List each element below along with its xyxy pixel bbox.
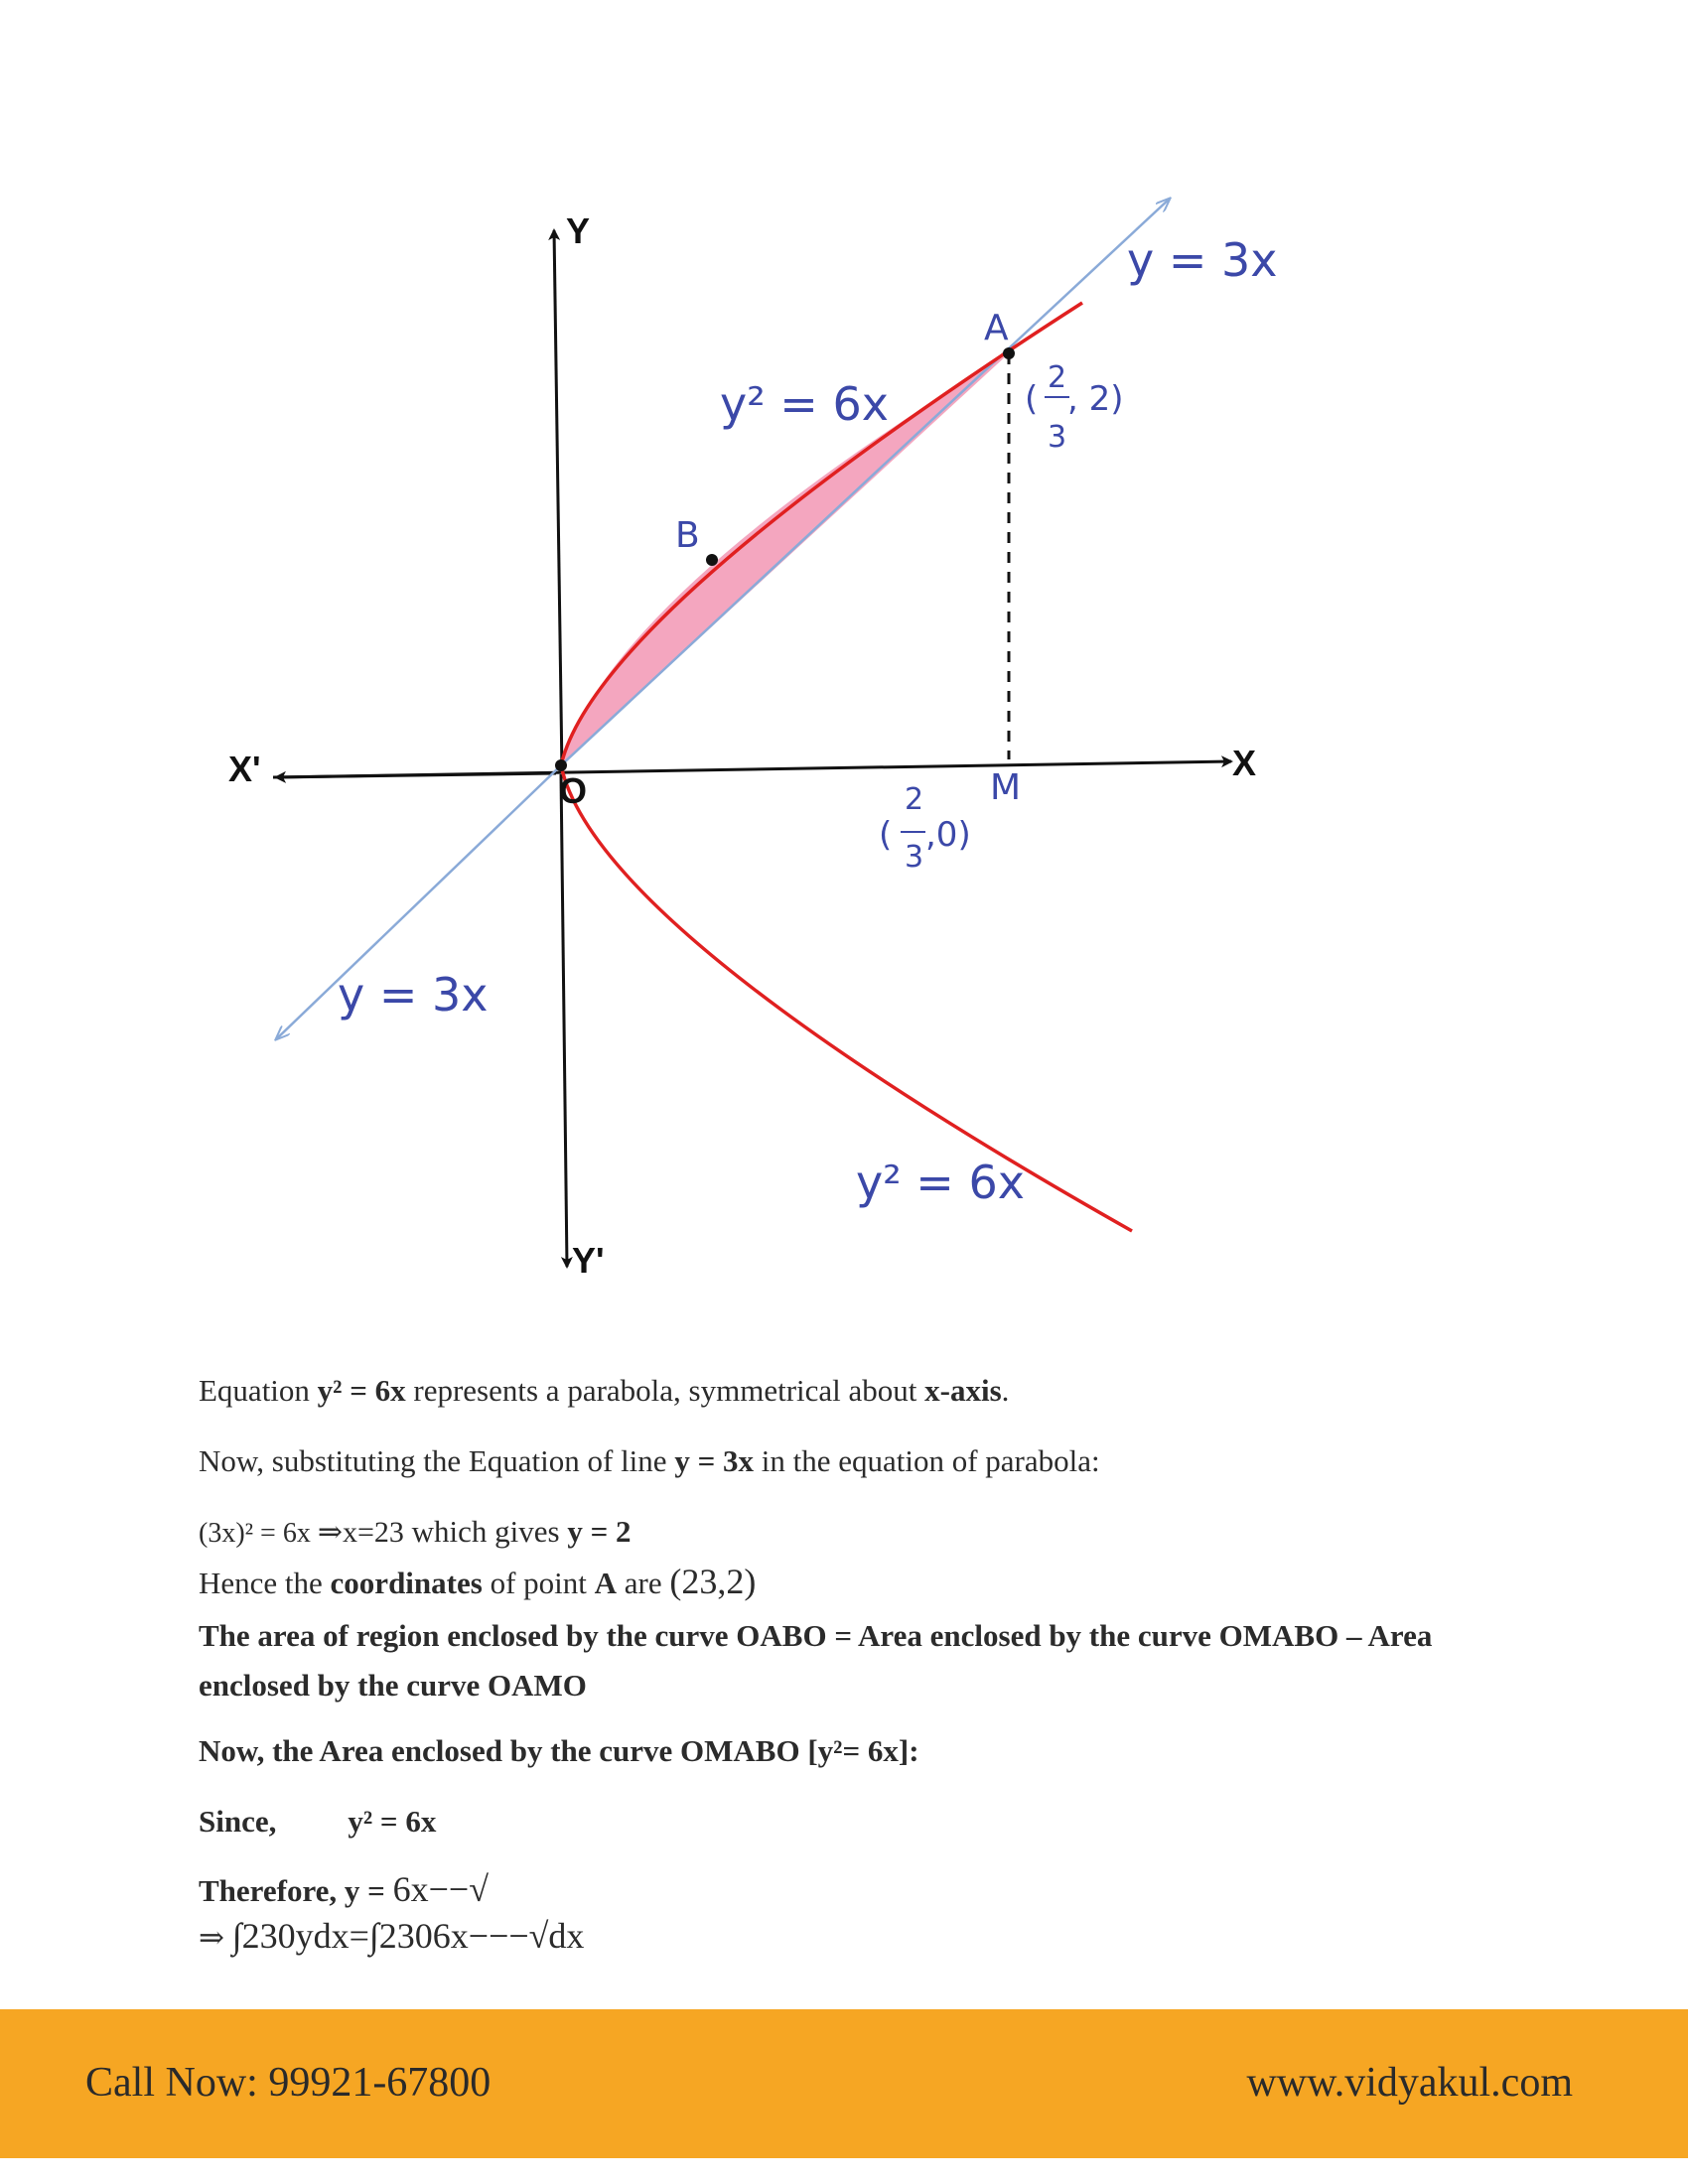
call-now-text[interactable]: Call Now: 99921-67800 (85, 2060, 492, 2106)
p3-d: y = 2 (567, 1514, 632, 1549)
p4-b: coordinates (330, 1566, 483, 1600)
label-b: B (675, 515, 700, 556)
p3-c: which gives (403, 1514, 568, 1549)
label-y-neg: Y' (572, 1240, 605, 1281)
p4-f: (23,2) (669, 1562, 757, 1601)
x-axis-negative (276, 773, 556, 777)
coords-a-den: 3 (1048, 420, 1067, 455)
p1-a: Equation (199, 1373, 318, 1408)
p3-a: (3x)² = 6x (199, 1518, 318, 1549)
coords-m-num: 2 (905, 782, 924, 817)
p4-d: A (594, 1566, 618, 1600)
label-x-neg: X' (228, 749, 261, 789)
p1-c: represents a parabola, symmetrical about (405, 1373, 925, 1408)
coords-a-open: ( (1025, 379, 1039, 419)
label-m: M (990, 767, 1022, 808)
line-y-3x (561, 199, 1170, 765)
p7-b: y² = 6x (348, 1804, 437, 1839)
p2-a: Now, substituting the Equation of line (199, 1443, 675, 1478)
coords-m-open: ( (879, 815, 893, 855)
parabola-lower-branch (561, 765, 1132, 1231)
p6: Now, the Area enclosed by the curve OMABO [y²= 6x]: (199, 1733, 919, 1768)
paragraph-therefore (199, 1869, 1509, 1911)
p9-b: ∫230ydx=∫2306x−−−√dx (231, 1916, 585, 1956)
p7-a: Since, (199, 1804, 277, 1839)
label-a: A (984, 308, 1009, 348)
p3-b: ⇒x=23 (317, 1516, 404, 1549)
label-parabola-upper: y² = 6x (720, 377, 889, 431)
paragraph-integral (199, 1916, 1509, 1958)
coords-m (879, 782, 971, 875)
coords-m-rest: ,0) (925, 815, 971, 855)
label-o: O (559, 770, 588, 811)
p1-axis: x-axis (924, 1373, 1002, 1408)
y-axis (554, 230, 562, 772)
p5: The area of region enclosed by the curve OABO = Area enclosed by the curve OMABO – Area enclosed by the curve OAMO (199, 1618, 1433, 1703)
point-a (1003, 347, 1015, 359)
p2-c: in the equation of parabola: (753, 1443, 1100, 1478)
p1-e: . (1001, 1373, 1010, 1408)
paragraph-since (199, 1802, 1509, 1842)
coords-a-num: 2 (1048, 360, 1067, 395)
p9-a: ⇒ (199, 1920, 232, 1955)
p8-b: 6x−−√ (392, 1869, 489, 1909)
p4-a: Hence the (199, 1566, 331, 1600)
p1-eq: y² = 6x (317, 1373, 406, 1408)
website-link[interactable]: www.vidyakul.com (1246, 2060, 1573, 2106)
p4-c: of point (482, 1566, 595, 1600)
label-x: X (1232, 743, 1257, 783)
paragraph-solve (199, 1512, 1509, 1554)
coords-a (1025, 360, 1124, 455)
point-b (706, 554, 718, 566)
paragraph-omabo (199, 1731, 1509, 1771)
coords-a-rest: , 2) (1067, 379, 1124, 419)
p2-eq: y = 3x (674, 1443, 754, 1478)
paragraph-area-statement (199, 1611, 1509, 1710)
paragraph-substitute (199, 1441, 1509, 1481)
paragraph-parabola (199, 1371, 1509, 1411)
label-line-lower: y = 3x (338, 968, 489, 1022)
label-y: Y (566, 210, 591, 251)
label-parabola-lower: y² = 6x (856, 1156, 1025, 1209)
p4-e: are (617, 1566, 670, 1600)
coords-m-den: 3 (905, 840, 924, 875)
label-line-upper: y = 3x (1127, 233, 1278, 287)
parabola-upper-branch (561, 303, 1082, 765)
footer-bar (0, 2009, 1688, 2158)
paragraph-coordinates (199, 1562, 1509, 1603)
p8-a: Therefore, y = (199, 1873, 393, 1908)
y-axis-negative (561, 774, 567, 1267)
